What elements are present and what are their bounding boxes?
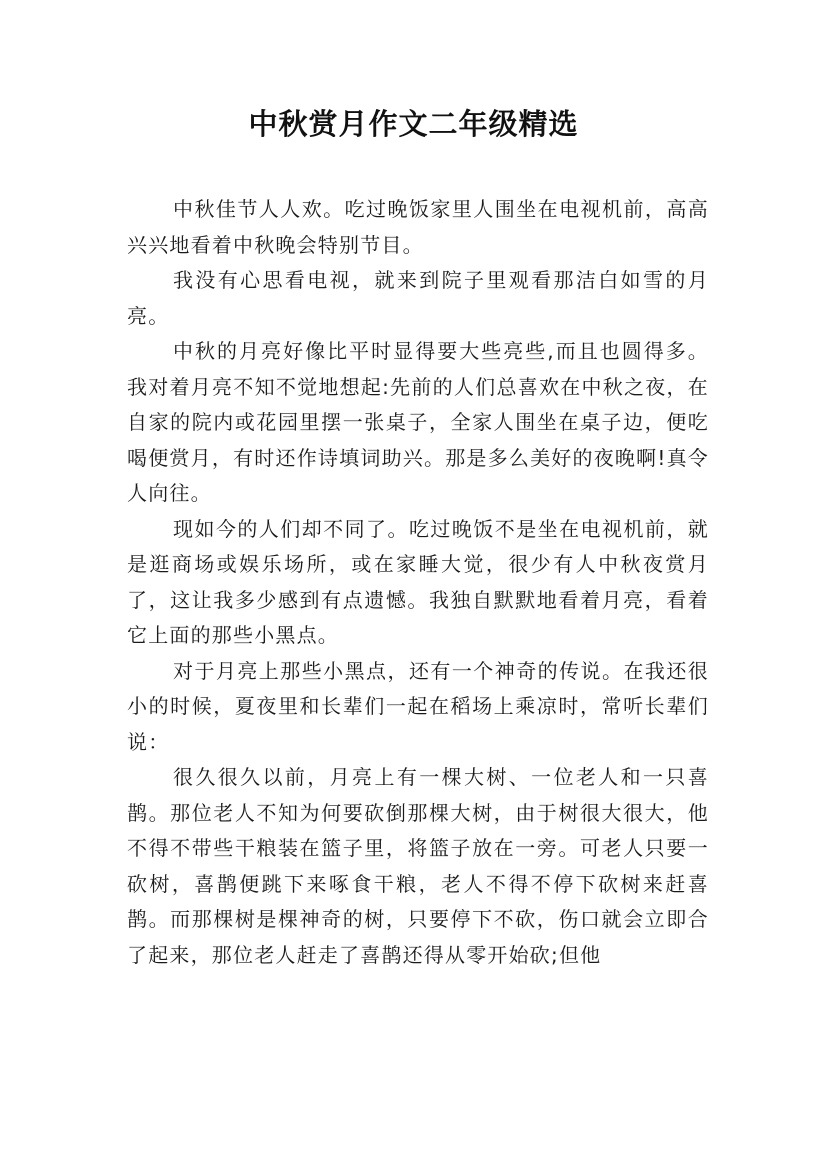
document-title: 中秋赏月作文二年级精选 xyxy=(248,107,579,141)
paragraph: 很久很久以前，月亮上有一棵大树、一位老人和一只喜鹊。那位老人不知为何要砍倒那棵大树，由于树很大很大，他不得不带些干粮装在篮子里，将篮子放在一旁。可老人只要一砍树，喜鹊便跳下来啄食干粮，老人不得不停下砍树来赶喜鹊。而那棵树是棵神奇的树，只要停下不砍，伤口就会立即合了起来，那位老人赶走了喜鹊还得从零开始砍;但他 xyxy=(127,765,709,967)
paragraph: 我没有心思看电视，就来到院子里观看那洁白如雪的月亮。 xyxy=(127,268,709,328)
paragraph: 中秋的月亮好像比平时显得要大些亮些,而且也圆得多。我对着月亮不知不觉地想起:先前的人们总喜欢在中秋之夜，在自家的院内或花园里摆一张桌子，全家人围坐在桌子边，便吃喝便赏月，有时还作诗填词助兴。那是多么美好的夜晚啊!真令人向往。 xyxy=(127,339,709,505)
paragraph: 中秋佳节人人欢。吃过晚饭家里人围坐在电视机前，高高兴兴地看着中秋晚会特别节目。 xyxy=(127,197,709,257)
paragraph: 对于月亮上那些小黑点，还有一个神奇的传说。在我还很小的时候，夏夜里和长辈们一起在稻场上乘凉时，常听长辈们说： xyxy=(127,658,709,754)
paragraph: 现如今的人们却不同了。吃过晚饭不是坐在电视机前，就是逛商场或娱乐场所，或在家睡大觉，很少有人中秋夜赏月了，这让我多少感到有点遗憾。我独自默默地看着月亮，看着它上面的那些小黑点。 xyxy=(127,516,709,647)
document-body xyxy=(127,192,709,973)
